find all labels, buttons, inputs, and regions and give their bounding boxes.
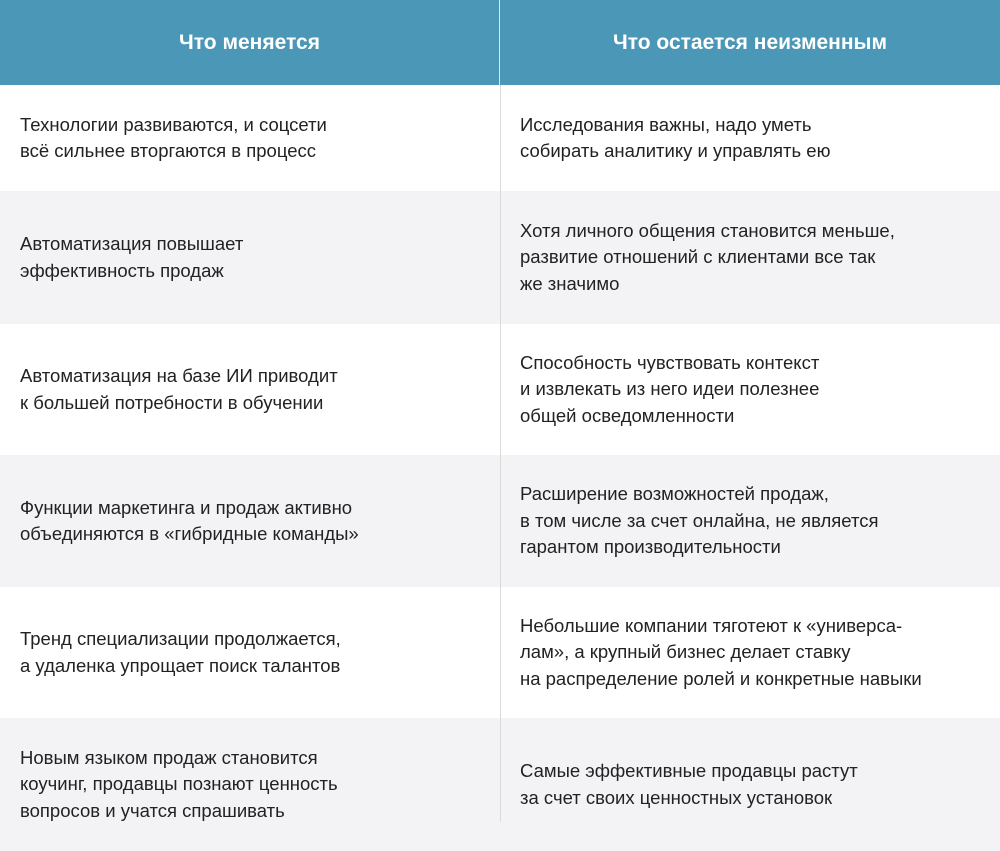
- header-what-changes: Что меняется: [0, 0, 500, 85]
- cell-unchanged: Хотя личного общения становится меньше, развитие отношений с клиентами все так же значимо: [520, 219, 895, 294]
- column-divider: [500, 85, 501, 822]
- cell-changes: Функции маркетинга и продаж активно объединяются в «гибридные команды»: [20, 496, 359, 544]
- cell-unchanged: Способность чувствовать контекст и извлекать из него идеи полезнее общей осведомленности: [520, 351, 820, 426]
- cell-unchanged: Исследования важны, надо уметь собирать аналитику и управлять ею: [520, 113, 831, 161]
- header-what-stays: Что остается неизменным: [612, 30, 888, 54]
- cell-changes: Автоматизация на базе ИИ приводит к большей потребности в обучении: [20, 365, 338, 413]
- cell-changes: Автоматизация повышает эффективность продаж: [20, 233, 244, 281]
- cell-changes: Тренд специализации продолжается, а удаленка упрощает поиск талантов: [20, 628, 341, 676]
- cell-changes: Новым языком продаж становится коучинг, продавцы познают ценность вопросов и учатся спрашивать: [20, 746, 338, 821]
- cell-unchanged: Небольшие компании тяготеют к «универса- лам», а крупный бизнес делает ставку на распределение ролей и конкретные навыки: [520, 614, 922, 689]
- cell-unchanged: Самые эффективные продавцы растут за счет своих ценностных установок: [520, 760, 858, 808]
- table-header: [0, 0, 1000, 85]
- cell-changes: Технологии развиваются, и соцсети всё сильнее вторгаются в процесс: [20, 113, 327, 161]
- cell-unchanged: Расширение возможностей продаж, в том числе за счет онлайна, не является гарантом производительности: [520, 483, 879, 558]
